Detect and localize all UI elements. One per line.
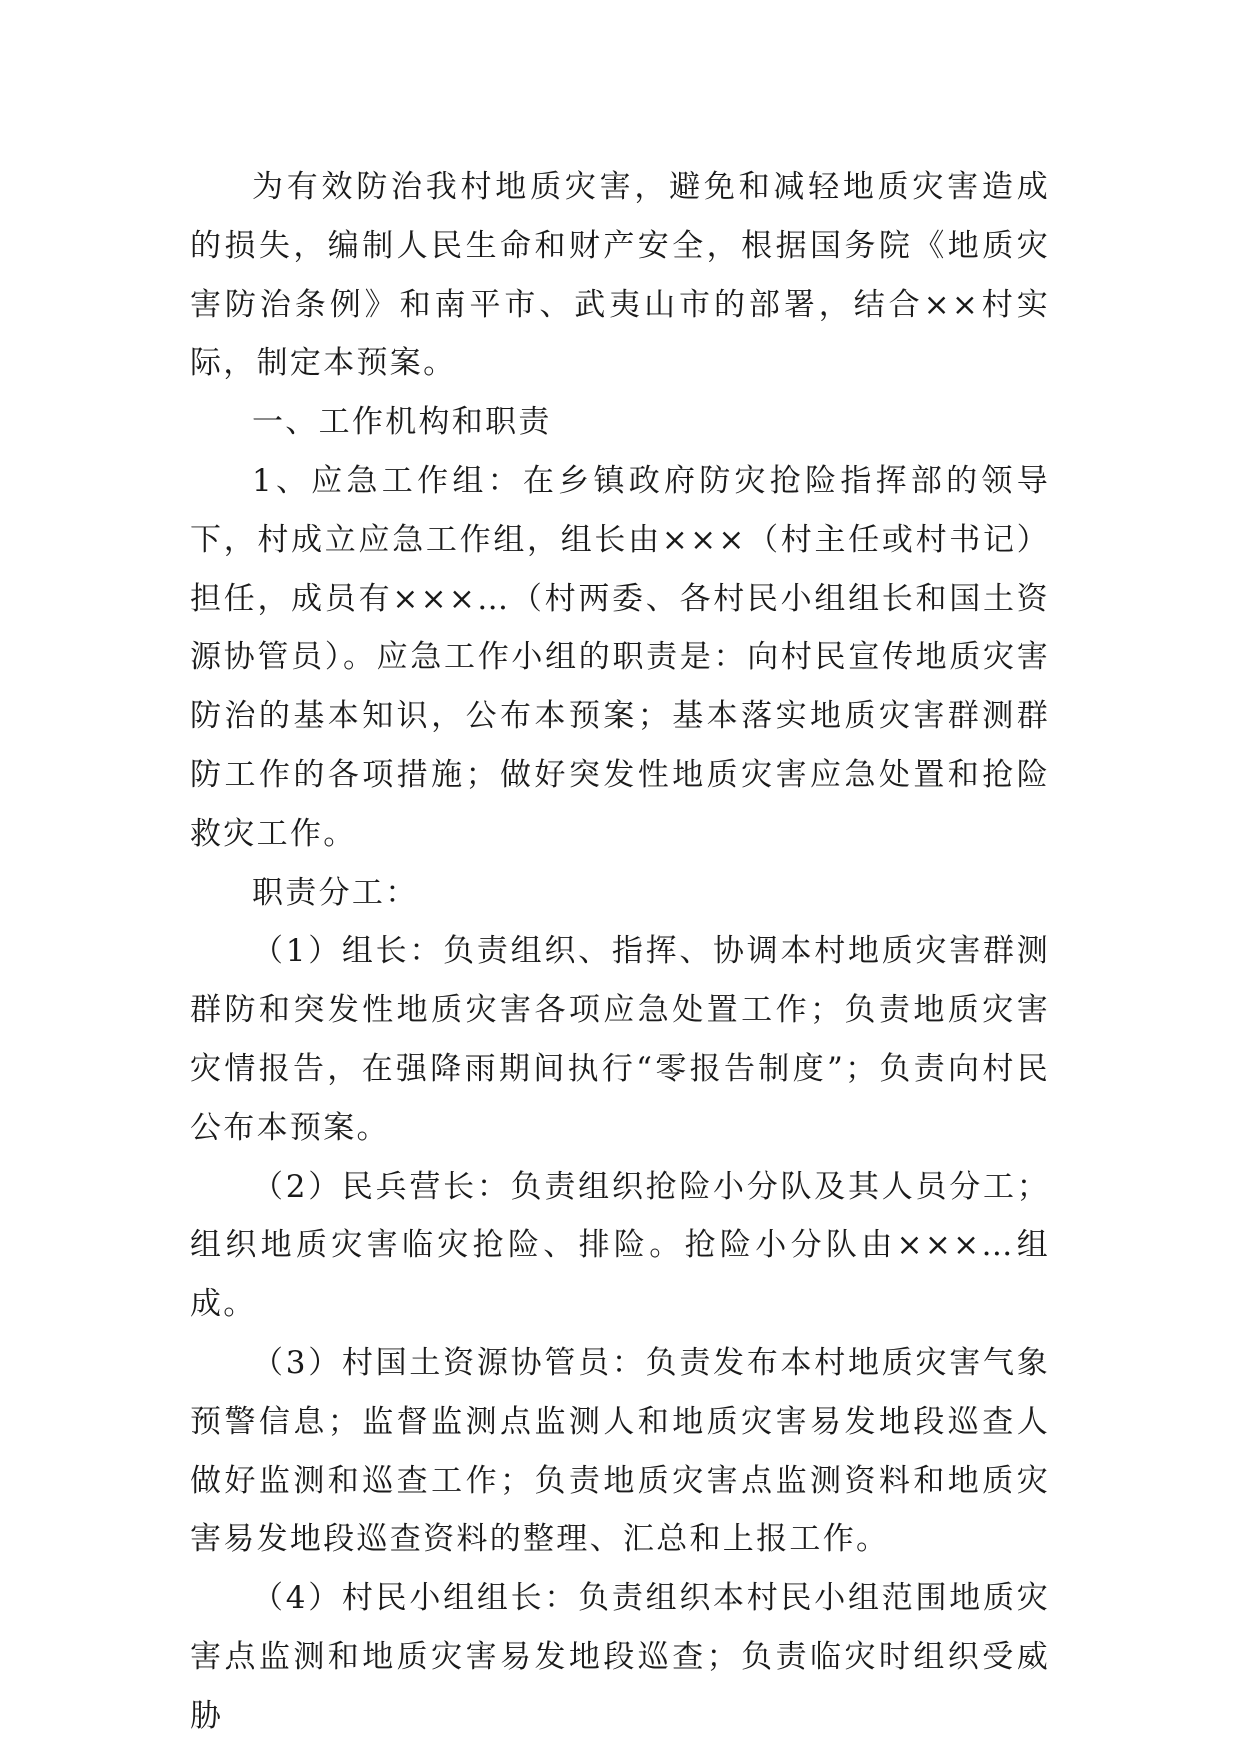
intro-paragraph: 为有效防治我村地质灾害，避免和减轻地质灾害造成的损失，编制人民生命和财产安全，根据国务院《地质灾害防治条例》和南平市、武夷山市的部署，结合××村实际，制定本预案。 [190, 169, 1050, 382]
duty-item-group-leader: （4）村民小组组长：负责组织本村民小组范围地质灾害点监测和地质灾害易发地段巡查；负责临灾时组织受威胁 [190, 1580, 1050, 1734]
emergency-group-paragraph: 1、应急工作组：在乡镇政府防灾抢险指挥部的领导下，村成立应急工作组，组长由×××（村主任或村书记）担任，成员有×××…（村两委、各村民小组组长和国土资源协管员）。应急工作小组的职责是：向村民宣传地质灾害防治的基本知识，公布本预案；基本落实地质灾害群测群防工作的各项措施；做好突发性地质灾害应急处置和抢险救灾工作。 [190, 462, 1050, 852]
duty-item-leader: （1）组长：负责组织、指挥、协调本村地质灾害群测群防和突发性地质灾害各项应急处置工作；负责地质灾害灾情报告，在强降雨期间执行“零报告制度”；负责向村民公布本预案。 [190, 933, 1050, 1146]
document-page [190, 158, 1050, 1746]
duty-item-land-coordinator: （3）村国土资源协管员：负责发布本村地质灾害气象预警信息；监督监测点监测人和地质灾害易发地段巡查人做好监测和巡查工作；负责地质灾害点监测资料和地质灾害易发地段巡查资料的整理、汇总和上报工作。 [190, 1344, 1050, 1558]
duty-item-militia: （2）民兵营长：负责组织抢险小分队及其人员分工；组织地质灾害临灾抢险、排险。抢险小分队由×××…组成。 [190, 1168, 1050, 1323]
duty-division-heading: 职责分工： [252, 874, 419, 911]
section-heading-organization: 一、工作机构和职责 [252, 404, 552, 441]
